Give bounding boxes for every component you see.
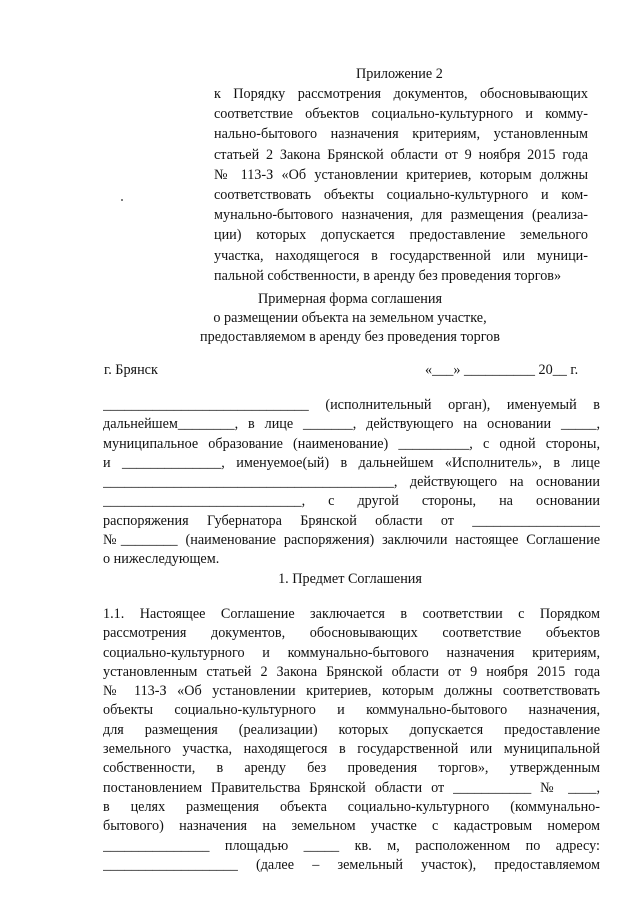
form-title bbox=[100, 290, 600, 346]
clause-line: объекты социально-культурного и коммунально-бытового назначения, bbox=[103, 702, 600, 719]
preamble-line: дальнейшем________, в лице _______, действующего на основании _____, bbox=[103, 416, 600, 433]
clause-1-1 bbox=[103, 605, 600, 875]
clause-line: установленным статьей 2 Закона Брянской области от 9 ноября 2015 года bbox=[103, 663, 600, 680]
clause-line: № 113-З «Об установлении критериев, которым должны соответствовать bbox=[103, 683, 600, 700]
form-title-line: Примерная форма соглашения bbox=[258, 291, 442, 307]
date-placeholder: «___» __________ 20__ г. bbox=[425, 362, 579, 378]
preamble-paragraph bbox=[103, 396, 600, 570]
clause-line: 1.1. Настоящее Соглашение заключается в соответствии с Порядком bbox=[103, 606, 600, 622]
appendix-title: Приложение 2 bbox=[356, 66, 443, 82]
appendix-line: участка, находящегося в государственной или муници- bbox=[214, 247, 588, 264]
appendix-line: мунально-бытового назначения, для размещения (реализа- bbox=[214, 207, 588, 224]
clause-line: собственности, в аренду без проведения торгов», утвержденным bbox=[103, 760, 600, 777]
appendix-line: к Порядку рассмотрения документов, обосновывающих bbox=[214, 86, 588, 102]
section-heading: 1. Предмет Соглашения bbox=[278, 571, 422, 587]
appendix-line: статьей 2 Закона Брянской области от 9 ноября 2015 года bbox=[214, 146, 588, 163]
clause-line: земельного участка, находящегося в государственной или муниципальной bbox=[103, 741, 600, 758]
preamble-line: распоряжения Губернатора Брянской области от __________________ bbox=[103, 512, 600, 529]
clause-line: ___________________ (далее – земельный участок), предоставляемом bbox=[103, 856, 600, 873]
preamble-line: о нижеследующем. bbox=[103, 551, 220, 568]
appendix-line: соответствовать объекты социально-культурного и ком- bbox=[214, 187, 588, 204]
appendix-line: № 113-З «Об установлении критериев, которым должны bbox=[214, 166, 588, 183]
clause-line: социально-культурного и коммунально-бытового назначения критериям, bbox=[103, 644, 600, 661]
preamble-line: №________ (наименование распоряжения) заключили настоящее Соглашение bbox=[103, 532, 600, 549]
form-title-line: о размещении объекта на земельном участке, bbox=[213, 309, 487, 326]
appendix-line: соответствие объектов социально-культурного и комму- bbox=[214, 106, 588, 123]
clause-line: _______________ площадью _____ кв. м, расположенном по адресу: bbox=[103, 837, 600, 854]
clause-line: в целях размещения объекта социально-культурного (коммунально- bbox=[103, 798, 600, 815]
form-title-line: предоставляемом в аренду без проведения торгов bbox=[200, 328, 500, 345]
preamble-line: _________________________________________, действующего на основании bbox=[103, 474, 600, 491]
clause-line: постановлением Правительства Брянской области от ___________ № ____, bbox=[103, 779, 600, 796]
preamble-line: ____________________________, с другой стороны, на основании bbox=[103, 493, 600, 510]
clause-line: бытового) назначения на земельном участке с кадастровым номером bbox=[103, 818, 600, 835]
appendix-line: нально-бытового назначения критериям, установленным bbox=[214, 126, 588, 143]
clause-line: рассмотрения документов, обосновывающих соответствие объектов bbox=[103, 625, 600, 642]
city-label: г. Брянск bbox=[104, 362, 158, 378]
appendix-text bbox=[214, 84, 588, 286]
appendix-line: пальной собственности, в аренду без проведения торгов» bbox=[214, 267, 562, 284]
scan-speck bbox=[121, 199, 123, 201]
preamble-line: _____________________________ (исполнительный орган), именуемый в bbox=[103, 397, 600, 413]
preamble-line: муниципальное образование (наименование) __________, с одной стороны, bbox=[103, 435, 600, 452]
appendix-line: ции) которых допускается предоставление земельного bbox=[214, 227, 588, 244]
preamble-line: и ______________, именуемое(ый) в дальнейшем «Исполнитель», в лице bbox=[103, 454, 600, 471]
clause-line: для размещения (реализации) которых допускается предоставление bbox=[103, 721, 600, 738]
